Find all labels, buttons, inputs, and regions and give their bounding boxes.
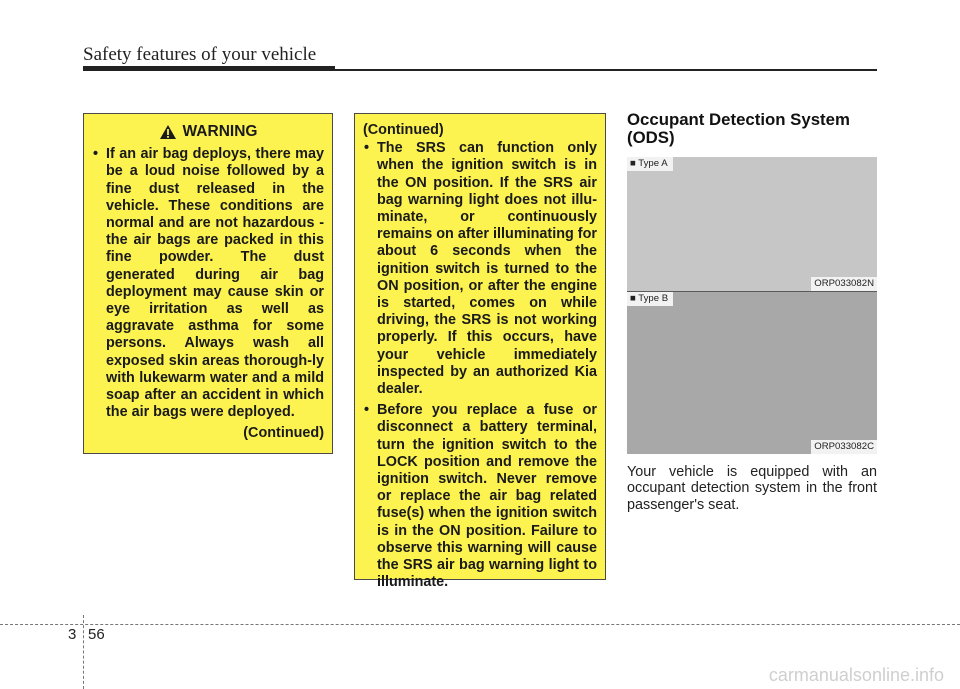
warning-list-2 (363, 140, 597, 591)
footer-vertical-rule (83, 615, 85, 689)
page-header-title: Safety features of your vehicle (83, 44, 317, 65)
section-body-text: Your vehicle is equipped with an occupant detection system in the front passenger's seat. (627, 464, 877, 513)
footer-rule (0, 624, 960, 625)
warning-title (92, 123, 324, 140)
continued-label: (Continued) (363, 122, 444, 138)
warning-item: • If an air bag deploys, there may be a loud noise followed by a fine dust released in the vehicle. These conditions are normal and are not hazardous - the air bags are packed in this fine powder. The dust generated during air bag deployment may cause skin or eye irritation as well as aggravate asthma for some persons. Always wash all exposed skin areas thorough-ly with lukewarm water and a mild soap after an accident in which the air bags were deployed. (92, 146, 324, 421)
page-number: 56 (88, 626, 105, 643)
figure-code: ORP033082N (811, 277, 877, 291)
header-rule-thin (335, 69, 877, 71)
figure-code: ORP033082C (811, 440, 877, 454)
page-chapter-number: 3 (68, 626, 77, 643)
figure-type-a (627, 157, 877, 291)
section-heading: Occupant Detection System (ODS) (627, 110, 850, 147)
warning-title-text: WARNING (182, 123, 258, 140)
watermark: carmanualsonline.info (768, 665, 944, 685)
warning-triangle-icon (159, 124, 177, 140)
figure-tag: ■ Type B (627, 292, 673, 306)
warning-item: • Before you replace a fuse or disconnect a battery terminal, turn the ignition switch to the LOCK position and remove the ignition switch. Never remove or replace the air bag related fuse(s) when the ignition switch is in the ON position. Failure to observe this warning will cause the SRS air bag warning light to illuminate. (363, 402, 597, 591)
warning-box-2 (354, 113, 606, 591)
continued-label: (Continued) (243, 425, 324, 442)
warning-list-1 (92, 146, 324, 421)
figure-tag: ■ Type A (627, 157, 673, 171)
warning-box-1 (83, 113, 333, 454)
header-rule-thick (83, 66, 335, 71)
warning-item: • The SRS can function only when the ignition switch is in the ON position. If the SRS air bag warning light does not illu-minate, or continuously remains on after illuminating for about 6 seconds when the ignition switch is turned to the ON position, or after the engine is started, comes on while driving, the SRS is not working properly. If this occurs, have your vehicle immediately inspected by an authorized Kia dealer. (363, 140, 597, 398)
figure-type-b (627, 292, 877, 454)
